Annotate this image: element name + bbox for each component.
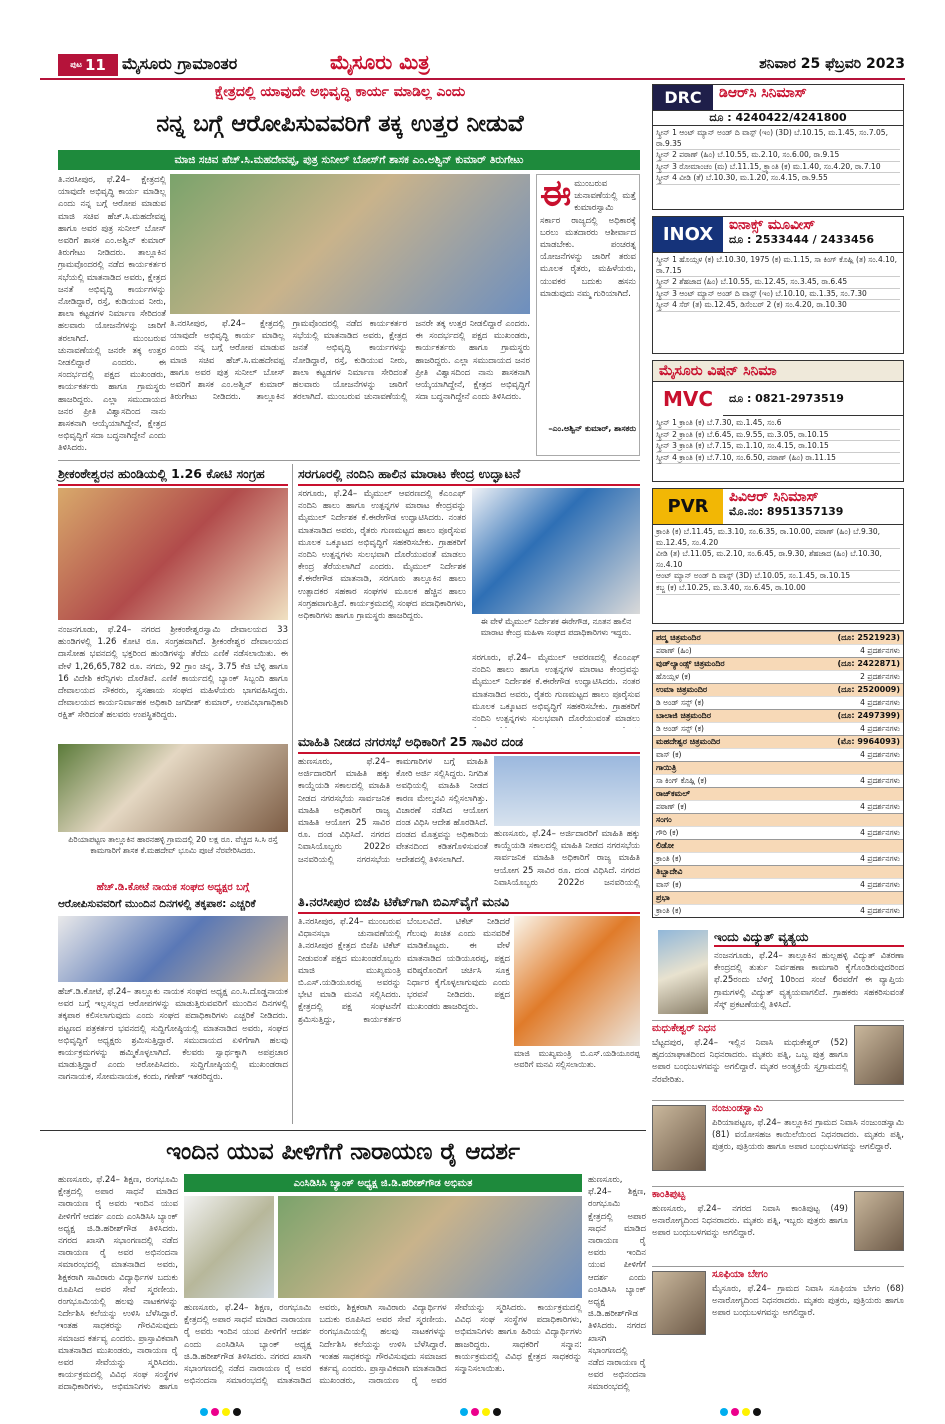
obituary-body: ಮೈಸೂರು, ಫೆ.24– ಗ್ರಾಮದ ನಿವಾಸಿ ಸೂಫಿಯಾ ಬೇಗಂ (68) ಅನಾರೋಗ್ಯದಿಂದ ನಿಧನರಾದರು. ಮೃತರು ಪುತ್ರರು, ಪುತ್ರಿಯರು ಹಾಗೂ ಅಪಾರ ಬಂಧುಬಳಗವನ್ನು ಅಗಲಿದ್ದಾರೆ.: [712, 1284, 904, 1319]
magenta-mark: [211, 1408, 219, 1416]
chitramandira-head: [653, 813, 903, 826]
theatre-phone: (ದೂ: 2422871): [837, 659, 900, 668]
show-count: 4 ಪ್ರದರ್ಶನಗಳು: [860, 750, 900, 759]
cinema-mvc: [652, 360, 904, 482]
film-title: ಡಿ ಅಂಡ್ ಸನ್ಸ್ (ಕ): [656, 724, 704, 733]
municipal-building-photo: [494, 756, 640, 826]
film-title: ಡಿ ಅಂಡ್ ಸನ್ಸ್ (ಕ): [656, 698, 704, 707]
newspaper-logo: ಮೈಸೂರು ಮಿತ್ರ: [330, 50, 430, 74]
film-title: ಪಠಾಣ್ (ಕ): [656, 802, 687, 811]
show-count: 4 ಪ್ರದರ್ಶನಗಳು: [860, 698, 900, 707]
chitramandira-table: [652, 630, 904, 918]
pvr-show-3: ಆಂಟ್ ಮ್ಯಾನ್ ಅಂಡ್ ದಿ ವಾಸ್ಪ್ (3D) ಬೆ.10.05, ಸಂ.1.45, ರಾ.10.15: [656, 571, 900, 583]
lead-headline: ನನ್ನ ಬಗ್ಗೆ ಆರೋಪಿಸುವವರಿಗೆ ತಕ್ಕ ಉತ್ತರ ನೀಡುವೆ: [156, 111, 524, 137]
show-count: 4 ಪ್ರದರ್ಶನಗಳು: [860, 854, 900, 863]
film-title: ಕ್ರಾಂತಿ (ಕ): [656, 906, 682, 915]
black-mark: [753, 1408, 761, 1416]
show-count: 4 ಪ್ರದರ್ಶನಗಳು: [860, 646, 900, 655]
chitramandira-head: [653, 709, 903, 722]
show-count: 4 ಪ್ರದರ್ಶನಗಳು: [860, 880, 900, 889]
cinema-drc: [652, 84, 904, 210]
show-count: 2 ಪ್ರದರ್ಶನಗಳು: [860, 672, 900, 681]
page-prefix: ಪುಟ: [70, 60, 82, 69]
rai-body: ಹುಣಸೂರು, ಫೆ.24– ಶಿಕ್ಷಣ, ರಂಗಭೂಮಿ ಕ್ಷೇತ್ರದಲ್ಲಿ ಅಪಾರ ಸಾಧನೆ ಮಾಡಿದ ನಾರಾಯಣ ರೈ ಅವರು ಇಂದಿನ ಯುವ ಪೀಳಿಗೆಗೆ ಆದರ್ಶ ಎಂದು ಎಂಸಿಡಿಸಿಸಿ ಬ್ಯಾಂಕ್ ಅಧ್ಯಕ್ಷ ಜಿ.ಡಿ.ಹರೀಶ್‌ಗೌಡ ತಿಳಿಸಿದರು. ನಗರದ ಖಾಸಗಿ ಸಭಾಂಗಣದಲ್ಲಿ ನಡೆದ ನಾರಾಯಣ ರೈ ಅವರ ಅಭಿನಂದನಾ ಸಮಾರಂಭದಲ್ಲಿ ಮಾತನಾಡಿದ ಅವರು, ಶಿಕ್ಷಕರಾಗಿ ಸಾವಿರಾರು ವಿದ್ಯಾರ್ಥಿಗಳ ಬದುಕು ರೂಪಿಸಿದ ಅವರ ಸೇವೆ ಸ್ಮರಣೀಯ. ರಂಗಭೂಮಿಯಲ್ಲಿ ಹಲವು ನಾಟಕಗಳನ್ನು ನಿರ್ದೇಶಿಸಿ ಕಲೆಯನ್ನು ಉಳಿಸಿ ಬೆಳೆಸಿದ್ದಾರೆ. ಇಂತಹ ಸಾಧಕರನ್ನು ಗೌರವಿಸುವುದು ಸಮಾಜದ ಕರ್ತವ್ಯ ಎಂದರು. ಪ್ರಾಸ್ತಾವಿಕವಾಗಿ ಮಾತನಾಡಿದ ಮುಖಂಡರು, ನಾರಾಯಣ ರೈ ಅವರ ಸೇವೆಯನ್ನು ಸ್ಮರಿಸಿದರು. ಕಾರ್ಯಕ್ರಮದಲ್ಲಿ ವಿವಿಧ ಸಂಘ ಸಂಸ್ಥೆಗಳ ಪದಾಧಿಕಾರಿಗಳು, ಅಭಿಮಾನಿಗಳು ಹಾಗೂ: [58, 1175, 178, 1392]
lead-sidebox-credit: –ಎಂ.ಅಶ್ವಿನ್ ಕುಮಾರ್, ಶಾಸಕರು: [548, 424, 636, 433]
rai-subhead: ಎಂಸಿಡಿಸಿಸಿ ಬ್ಯಾಂಕ್ ಅಧ್ಯಕ್ಷ ಜಿ.ಡಿ.ಹರೀಶ್‌ಗೌಡ ಅಭಿಮತ: [184, 1174, 582, 1192]
show-count: 4 ಪ್ರದರ್ಶನಗಳು: [860, 776, 900, 785]
cyan-mark: [460, 1408, 468, 1416]
film-title: ವಾಸ್ (ಕ): [656, 750, 682, 759]
road-photo: [58, 744, 288, 832]
cinema-inox: [652, 216, 904, 354]
inox-show-2: ಸ್ಕ್ರೀನ್ 2 ಶೆಹಜಾದ (ಹಿಂ) ಬೆ.10.55, ಮ.12.45, ಸಂ.3.45, ರಾ.6.45: [656, 277, 900, 289]
chitramandira-row: [653, 878, 903, 891]
theatre-name: ಗಾಯಿತ್ರಿ: [656, 763, 677, 772]
nandini-body: ಸರಗೂರು, ಫೆ.24– ಮೈಮುಲ್ ಆವರಣದಲ್ಲಿ ಕೆಎಂಎಫ್ ನಂದಿನಿ ಹಾಲು ಹಾಗೂ ಉತ್ಪನ್ನಗಳ ಮಾರಾಟ ಕೇಂದ್ರವನ್ನು ಮೈಮುಲ್ ನಿರ್ದೇಶಕ ಕೆ.ಈರೇಗೌಡ ಉದ್ಘಾಟಿಸಿದರು. ನಂತರ ಮಾತನಾಡಿದ ಅವರು, ರೈತರು ಗುಣಮಟ್ಟದ ಹಾಲು ಪೂರೈಸುವ ಮೂಲಕ ಒಕ್ಕೂಟದ ಅಭಿವೃದ್ಧಿಗೆ ಸಹಕರಿಸಬೇಕು. ಗ್ರಾಹಕರಿಗೆ ನಂದಿನಿ ಉತ್ಪನ್ನಗಳು ಸುಲಭವಾಗಿ ದೊರೆಯುವಂತೆ ಮಾಡಲು ಕೇಂದ್ರ ತೆರೆಯಲಾಗಿದೆ ಎಂದರು. ಮೈಮುಲ್ ನಿರ್ದೇಶಕ ಕೆ.ಈರೇಗೌಡ ಮಾತನಾಡಿ, ಸರಗೂರು ತಾಲ್ಲೂಕಿನ ಹಾಲು ಉತ್ಪಾದಕರ ಸಹಕಾರ ಸಂಘಗಳ ಮೂಲಕ ಹೆಚ್ಚಿನ ಹಾಲು ಸಂಗ್ರಹವಾಗುತ್ತಿದೆ. ಕಾರ್ಯಕ್ರಮದಲ್ಲಿ ಸಂಘದ ಪದಾಧಿಕಾರಿಗಳು, ಅಧಿಕಾರಿಗಳು ಹಾಗೂ ಗ್ರಾಮಸ್ಥರು ಹಾಜರಿದ್ದರು.: [298, 489, 466, 622]
obituary-photo: [652, 1105, 706, 1171]
theatre-name: ಸಂಗಂ: [656, 815, 672, 824]
pvr-logo: PVR: [653, 489, 723, 524]
inox-show-3: ಸ್ಕ್ರೀನ್ 3 ಆಂಟ್ ಮ್ಯಾನ್ ಅಂಡ್ ದಿ ವಾಸ್ಪ್ (ಇಂ) ಬೆ.10.10, ಮ.1.35, ಸಂ.7.30: [656, 289, 900, 301]
lead-sidebox: [536, 174, 640, 456]
obituary-item: [652, 1020, 904, 1100]
chitramandira-row: [653, 904, 903, 917]
chitramandira-head: [653, 683, 903, 696]
fine-body: ಹುಣಸೂರು, ಫೆ.24– ಅರ್ಜಿದಾರರಿಗೆ ಮಾಹಿತಿ ಹಕ್ಕು ಕಾಯ್ದೆಯಡಿ ಸಕಾಲದಲ್ಲಿ ಮಾಹಿತಿ ನೀಡದ ನಗರಸಭೆಯ ಸಾರ್ವಜನಿಕ ಮಾಹಿತಿ ಅಧಿಕಾರಿಗೆ ರಾಜ್ಯ ಮಾಹಿತಿ ಆಯೋಗ 25 ಸಾವಿರ ರೂ. ದಂಡ ವಿಧಿಸಿದೆ. ನಗರದ ನಿವಾಸಿಯೊಬ್ಬರು 2022ರ ಜನವರಿಯಲ್ಲಿ ನಗರಸಭೆಯ ಕಾಮಗಾರಿಗಳ ಬಗ್ಗೆ ಮಾಹಿತಿ ಕೋರಿ ಅರ್ಜಿ ಸಲ್ಲಿಸಿದ್ದರು. ನಿಗದಿತ ಅವಧಿಯಲ್ಲಿ ಮಾಹಿತಿ ನೀಡದ ಕಾರಣ ಮೇಲ್ಮನವಿ ಸಲ್ಲಿಸಲಾಗಿತ್ತು. ವಿಚಾರಣೆ ನಡೆಸಿದ ಆಯೋಗ ದಂಡ ವಿಧಿಸಿ ಆದೇಶ ಹೊರಡಿಸಿದೆ. ದಂಡದ ಮೊತ್ತವನ್ನು ಅಧಿಕಾರಿಯ ವೇತನದಿಂದ ಕಡಿತಗೊಳಿಸುವಂತೆ ಆದೇಶದಲ್ಲಿ ತಿಳಿಸಲಾಗಿದೆ.: [298, 757, 488, 865]
bjp-photo: [514, 916, 640, 1046]
theatre-name: ಪ್ರಭಾ: [656, 893, 670, 902]
film-title: ಸಾ ಕಿಂಗ್ ಕೊಹ್ಲಿ (ಕ): [656, 776, 707, 785]
pvr-name: ಪಿವಿಆರ್ ಸಿನಿಮಾಸ್: [729, 489, 819, 505]
yellow-mark: [222, 1408, 230, 1416]
rai-body-side: ಹುಣಸೂರು, ಫೆ.24– ಶಿಕ್ಷಣ, ರಂಗಭೂಮಿ ಕ್ಷೇತ್ರದಲ್ಲಿ ಅಪಾರ ಸಾಧನೆ ಮಾಡಿದ ನಾರಾಯಣ ರೈ ಅವರು ಇಂದಿನ ಯುವ ಪೀಳಿಗೆಗೆ ಆದರ್ಶ ಎಂದು ಎಂಸಿಡಿಸಿಸಿ ಬ್ಯಾಂಕ್ ಅಧ್ಯಕ್ಷ ಜಿ.ಡಿ.ಹರೀಶ್‌ಗೌಡ ತಿಳಿಸಿದರು. ನಗರದ ಖಾಸಗಿ ಸಭಾಂಗಣದಲ್ಲಿ ನಡೆದ ನಾರಾಯಣ ರೈ ಅವರ ಅಭಿನಂದನಾ ಸಮಾರಂಭದಲ್ಲಿ: [588, 1175, 646, 1392]
dropcap: ಈ: [540, 178, 572, 214]
lead-kicker: ಕ್ಷೇತ್ರದಲ್ಲಿ ಯಾವುದೇ ಅಭಿವೃದ್ಧಿ ಕಾರ್ಯ ಮಾಡಿಲ್ಲ ಎಂದು: [214, 84, 466, 100]
show-count: 4 ಪ್ರದರ್ಶನಗಳು: [860, 724, 900, 733]
power-headline: ಇಂದು ವಿದ್ಯುತ್ ವ್ಯತ್ಯಯ: [714, 930, 904, 947]
obituary-body: ಬೆಟ್ಟದಪುರ, ಫೆ.24– ಇಲ್ಲಿನ ನಿವಾಸಿ ಮಧುಕೇಶ್ವರ್ (52) ಹೃದಯಾಘಾತದಿಂದ ನಿಧನರಾದರು. ಮೃತರು ಪತ್ನಿ, ಒಬ್ಬ ಪುತ್ರ ಹಾಗೂ ಅಪಾರ ಬಂಧುಬಳಗವನ್ನು ಅಗಲಿದ್ದಾರೆ. ಮೃತರ ಅಂತ್ಯಕ್ರಿಯೆ ಸ್ವಗ್ರಾಮದಲ್ಲಿ ನೆರವೇರಿತು.: [652, 1038, 848, 1085]
divider: [40, 1130, 646, 1131]
chitramandira-row: [653, 774, 903, 787]
magenta-mark: [471, 1408, 479, 1416]
chitramandira-head: [653, 761, 903, 774]
theatre-phone: (ದೂ: 2520009): [837, 685, 900, 694]
film-title: ಪಠಾಣ್ (ಹಿಂ): [656, 646, 692, 655]
obituary-photo: [854, 1025, 904, 1085]
obituary-name: ಸೂಫಿಯಾ ಬೇಗಂ: [712, 1269, 768, 1280]
film-title: ಹೊಯ್ಸಳ (ಕ): [656, 672, 691, 681]
theatre-phone: (ದೂ: 2521923): [837, 633, 900, 642]
power-pole-photo: [658, 930, 708, 1014]
drc-name: ಡಿಆರ್‌ಸಿ ಸಿನಿಮಾಸ್: [719, 85, 807, 101]
drc-logo: DRC: [653, 85, 713, 110]
rai-body-continued: ಹುಣಸೂರು, ಫೆ.24– ಶಿಕ್ಷಣ, ರಂಗಭೂಮಿ ಕ್ಷೇತ್ರದಲ್ಲಿ ಅಪಾರ ಸಾಧನೆ ಮಾಡಿದ ನಾರಾಯಣ ರೈ ಅವರು ಇಂದಿನ ಯುವ ಪೀಳಿಗೆಗೆ ಆದರ್ಶ ಎಂದು ಎಂಸಿಡಿಸಿಸಿ ಬ್ಯಾಂಕ್ ಅಧ್ಯಕ್ಷ ಜಿ.ಡಿ.ಹರೀಶ್‌ಗೌಡ ತಿಳಿಸಿದರು. ನಗರದ ಖಾಸಗಿ ಸಭಾಂಗಣದಲ್ಲಿ ನಡೆದ ನಾರಾಯಣ ರೈ ಅವರ ಅಭಿನಂದನಾ ಸಮಾರಂಭದಲ್ಲಿ ಮಾತನಾಡಿದ ಅವರು, ಶಿಕ್ಷಕರಾಗಿ ಸಾವಿರಾರು ವಿದ್ಯಾರ್ಥಿಗಳ ಬದುಕು ರೂಪಿಸಿದ ಅವರ ಸೇವೆ ಸ್ಮರಣೀಯ. ರಂಗಭೂಮಿಯಲ್ಲಿ ಹಲವು ನಾಟಕಗಳನ್ನು ನಿರ್ದೇಶಿಸಿ ಕಲೆಯನ್ನು ಉಳಿಸಿ ಬೆಳೆಸಿದ್ದಾರೆ. ಇಂತಹ ಸಾಧಕರನ್ನು ಗೌರವಿಸುವುದು ಸಮಾಜದ ಕರ್ತವ್ಯ ಎಂದರು. ಪ್ರಾಸ್ತಾವಿಕವಾಗಿ ಮಾತನಾಡಿದ ಮುಖಂಡರು, ನಾರಾಯಣ ರೈ ಅವರ ಸೇವೆಯನ್ನು ಸ್ಮರಿಸಿದರು. ಕಾರ್ಯಕ್ರಮದಲ್ಲಿ ವಿವಿಧ ಸಂಘ ಸಂಸ್ಥೆಗಳ ಪದಾಧಿಕಾರಿಗಳು, ಅಭಿಮಾನಿಗಳು ಹಾಗೂ ಹಿರಿಯ ವಿದ್ಯಾರ್ಥಿಗಳು ಹಾಜರಿದ್ದರು. ಸಾಧಕರಿಗೆ ಸನ್ಮಾನ: ಕಾರ್ಯಕ್ರಮದಲ್ಲಿ ವಿವಿಧ ಕ್ಷೇತ್ರದ ಸಾಧಕರನ್ನು ಸನ್ಮಾನಿಸಲಾಯಿತು.: [184, 1303, 582, 1387]
mvc-show-1: ಸ್ಕ್ರೀನ್ 1 ಕ್ರಾಂತಿ (ಕ) ಬೆ.7.30, ಮ.1.45, ಸಂ.6: [656, 418, 900, 430]
chitramandira-row: [653, 826, 903, 839]
mvc-show-3: ಸ್ಕ್ರೀನ್ 3 ಕ್ರಾಂತಿ (ಕ) ಬೆ.7.15, ಮ.1.10, ಸಂ.4.15, ರಾ.10.15: [656, 441, 900, 453]
chitramandira-row: [653, 670, 903, 683]
obituary-item: [652, 1186, 904, 1266]
theatre-name: ಬಾಲಾಜಿ ಚಿತ್ರಮಂದಿರ: [656, 711, 711, 720]
hundi-photo: [58, 488, 288, 620]
theatre-phone: (ದೂ: 2497399): [837, 711, 900, 720]
inox-phone: ದೂ : 2533444 / 2433456: [729, 233, 875, 246]
inox-show-4: ಸ್ಕ್ರೀನ್ 4 ಸೆರ್ (ತ) ಮ.12.45, ಡಿಸೆಂಬರ್ 2 (ಕ) ಸಂ.4.20, ರಾ.10.30: [656, 300, 900, 312]
film-title: ವಾಸ್ (ಕ): [656, 880, 682, 889]
drc-show-1: ಸ್ಕ್ರೀನ್ 1 ಆಂಟ್ ಮ್ಯಾನ್ ಅಂಡ್ ದಿ ವಾಸ್ಪ್ (ಇಂ) (3D) ಬೆ.10.15, ಮ.1.45, ಸಂ.7.05, ರಾ.9.35: [656, 128, 900, 150]
pvr-show-2: ವೀಡಿ (ತ) ಬೆ.11.05, ಮ.2.10, ಸಂ.6.45, ರಾ.9.30, ಶೆಹಜಾದ (ಹಿಂ) ಬೆ.10.30, ಸಂ.4.10: [656, 549, 900, 571]
naayaka-body: ಹೆಚ್.ಡಿ.ಕೋಟೆ, ಫೆ.24– ತಾಲ್ಲೂಕು ನಾಯಕ ಸಂಘದ ಅಧ್ಯಕ್ಷ ಎಂ.ಸಿ.ದೊಡ್ಡನಾಯಕ ಅವರ ಬಗ್ಗೆ ಇಲ್ಲಸಲ್ಲದ ಆರೋಪಗಳನ್ನು ಮಾಡುತ್ತಿರುವವರಿಗೆ ಮುಂದಿನ ದಿನಗಳಲ್ಲಿ ತಕ್ಕಪಾಠ ಕಲಿಸಲಾಗುವುದು ಎಂದು ಸಂಘದ ಪದಾಧಿಕಾರಿಗಳು ಎಚ್ಚರಿಕೆ ನೀಡಿದರು. ಪಟ್ಟಣದ ಪತ್ರಕರ್ತರ ಭವನದಲ್ಲಿ ಸುದ್ದಿಗೋಷ್ಠಿಯಲ್ಲಿ ಮಾತನಾಡಿದ ಅವರು, ಸಂಘದ ಅಭಿವೃದ್ಧಿಗೆ ಅಧ್ಯಕ್ಷರು ಶ್ರಮಿಸುತ್ತಿದ್ದಾರೆ. ಸಮುದಾಯದ ಏಳಿಗೆಗಾಗಿ ಹಲವು ಕಾರ್ಯಕ್ರಮಗಳನ್ನು ಹಮ್ಮಿಕೊಳ್ಳಲಾಗಿದೆ. ಕೆಲವರು ಸ್ವಾರ್ಥಕ್ಕಾಗಿ ಅಪಪ್ರಚಾರ ಮಾಡುತ್ತಿದ್ದಾರೆ ಎಂದು ಆರೋಪಿಸಿದರು. ಸುದ್ದಿಗೋಷ್ಠಿಯಲ್ಲಿ ಮುಖಂಡರಾದ ನಾಗನಾಯಕ, ಸೋಮನಾಯಕ, ಕಂದು, ಗಣೇಶ್ ಇತರರಿದ್ದರು.: [58, 987, 288, 1083]
nandini-body-continued: ಸರಗೂರು, ಫೆ.24– ಮೈಮುಲ್ ಆವರಣದಲ್ಲಿ ಕೆಎಂಎಫ್ ನಂದಿನಿ ಹಾಲು ಹಾಗೂ ಉತ್ಪನ್ನಗಳ ಮಾರಾಟ ಕೇಂದ್ರವನ್ನು ಮೈಮುಲ್ ನಿರ್ದೇಶಕ ಕೆ.ಈರೇಗೌಡ ಉದ್ಘಾಟಿಸಿದರು. ನಂತರ ಮಾತನಾಡಿದ ಅವರು, ರೈತರು ಗುಣಮಟ್ಟದ ಹಾಲು ಪೂರೈಸುವ ಮೂಲಕ ಒಕ್ಕೂಟದ ಅಭಿವೃದ್ಧಿಗೆ ಸಹಕರಿಸಬೇಕು. ಗ್ರಾಹಕರಿಗೆ ನಂದಿನಿ ಉತ್ಪನ್ನಗಳು ಸುಲಭವಾಗಿ ದೊರೆಯುವಂತೆ ಮಾಡಲು: [472, 653, 640, 725]
mvc-logo: MVC: [653, 382, 723, 416]
show-count: 4 ಪ್ರದರ್ಶನಗಳು: [860, 802, 900, 811]
inox-show-1: ಸ್ಕ್ರೀನ್ 1 ಹೊಯ್ಸಳ (ಕ) ಬೆ.10.30, 1975 (ಕ) ಮ.1.15, ಸಾ ಕಿಂಗ್ ಕೊಹ್ಲಿ (ತ) ಸಂ.4.10, ರಾ.7.15: [656, 255, 900, 277]
obituary-item: [652, 1100, 904, 1186]
pvr-show-1: ಕ್ರಾಂತಿ (ಕ) ಬೆ.11.45, ಮ.3.10, ಸಂ.6.35, ರಾ.10.00, ಪಠಾಣ್ (ಹಿಂ) ಬೆ.9.30, ಮ.12.45, ಸಂ.4.20: [656, 527, 900, 549]
naayaka-photo: [58, 916, 288, 982]
chitramandira-head: [653, 657, 903, 670]
magenta-mark: [731, 1408, 739, 1416]
theatre-name: ತಿಬ್ಬಾದೇವಿ: [656, 867, 683, 876]
registration-marks: [460, 1408, 501, 1416]
obituary-name: ಕಾಂತಿಪುಟ್ಟ: [652, 1189, 686, 1200]
hundi-body: ನಂಜನಗೂಡು, ಫೆ.24– ನಗರದ ಶ್ರೀಕಂಠೇಶ್ವರಸ್ವಾಮಿ ದೇವಾಲಯದ 33 ಹುಂಡಿಗಳಲ್ಲಿ 1.26 ಕೋಟಿ ರೂ. ಸಂಗ್ರಹವಾಗಿದೆ. ಶ್ರೀಕಂಠೇಶ್ವರ ದೇವಾಲಯದ ದಾಸೋಹ ಭವನದಲ್ಲಿ ಭಕ್ತರಿಂದ ಹುಂಡಿಗಳನ್ನು ತೆರೆದು ಎಣಿಕೆ ನಡೆಸಲಾಯಿತು. ಈ ವೇಳೆ 1,26,65,782 ರೂ. ನಗದು, 92 ಗ್ರಾಂ ಚಿನ್ನ, 3.75 ಕೆಜಿ ಬೆಳ್ಳಿ ಹಾಗೂ 16 ವಿದೇಶಿ ಕರೆನ್ಸಿಗಳು ದೊರೆತಿವೆ. ಎಣಿಕೆ ಕಾರ್ಯದಲ್ಲಿ ಬ್ಯಾಂಕ್ ಸಿಬ್ಬಂದಿ ಹಾಗೂ ದೇವಾಲಯದ ನೌಕರರು, ಸ್ವಸಹಾಯ ಸಂಘದ ಮಹಿಳೆಯರು ಭಾಗವಹಿಸಿದ್ದರು. ದೇವಾಲಯದ ಕಾರ್ಯನಿರ್ವಾಹಕ ಅಧಿಕಾರಿ ಜಗದೀಶ್ ಕುಮಾರ್, ಉಪವಿಭಾಗಾಧಿಕಾರಿ ರಕ್ಷಿತ್ ಸೇರಿದಂತೆ ಹಲವರು ಉಪಸ್ಥಿತರಿದ್ದರು.: [58, 625, 288, 721]
fine-headline: ಮಾಹಿತಿ ನೀಡದ ನಗರಸಭೆ ಅಧಿಕಾರಿಗೆ 25 ಸಾವಿರ ದಂಡ: [298, 732, 640, 754]
obituary-list: [652, 1020, 904, 1344]
chitramandira-row: [653, 748, 903, 761]
power-body: ನಂಜನಗೂಡು, ಫೆ.24– ತಾಲ್ಲೂಕಿನ ಹುಲ್ಲಹಳ್ಳಿ ವಿದ್ಯುತ್ ವಿತರಣಾ ಕೇಂದ್ರದಲ್ಲಿ ತುರ್ತು ನಿರ್ವಹಣಾ ಕಾಮಗಾರಿ ಕೈಗೊಂಡಿರುವುದರಿಂದ ಫೆ.25ರಂದು ಬೆಳಿಗ್ಗೆ 10ರಿಂದ ಸಂಜೆ 6ರವರೆಗೆ ಈ ವ್ಯಾಪ್ತಿಯ ಗ್ರಾಮಗಳಲ್ಲಿ ವಿದ್ಯುತ್ ವ್ಯತ್ಯಯವಾಗಲಿದೆ. ಗ್ರಾಹಕರು ಸಹಕರಿಸುವಂತೆ ಸೆಸ್ಕ್ ಪ್ರಕಟಣೆಯಲ್ಲಿ ತಿಳಿಸಿದೆ.: [714, 951, 904, 1010]
issue-date: ಶನಿವಾರ 25 ಫೆಬ್ರವರಿ 2023: [759, 56, 905, 72]
masthead-rule: [40, 78, 905, 80]
mvc-show-2: ಸ್ಕ್ರೀನ್ 2 ಕ್ರಾಂತಿ (ಕ) ಬೆ.6.45, ಮ.9.55, ಮ.3.05, ರಾ.10.15: [656, 430, 900, 442]
chitramandira-head: [653, 839, 903, 852]
show-count: 4 ಪ್ರದರ್ಶನಗಳು: [860, 828, 900, 837]
naayaka-kicker: ಹೆಚ್.ಡಿ.ಕೋಟೆ ನಾಯಕ ಸಂಘದ ಅಧ್ಯಕ್ಷರ ಬಗ್ಗೆ: [96, 882, 250, 893]
nandini-headline: ಸರಗೂರಲ್ಲಿ ನಂದಿನಿ ಹಾಲಿನ ಮಾರಾಟ ಕೇಂದ್ರ ಉದ್ಘಾಟನೆ: [298, 464, 640, 486]
drc-phone: ದೂ : 4240422/4241800: [653, 111, 903, 126]
pvr-show-4: ಕಬ್ಜ (ಕ) ಬೆ.10.25, ಮ.3.40, ಸಂ.6.45, ರಾ.10.00: [656, 583, 900, 595]
rai-headline: ಇಂದಿನ ಯುವ ಪೀಳಿಗೆಗೆ ನಾರಾಯಣ ರೈ ಆದರ್ಶ: [166, 1139, 520, 1165]
lead-sidebox-text: [540, 178, 636, 424]
section-title: ಮೈಸೂರು ಗ್ರಾಮಾಂತರ: [122, 54, 238, 73]
chitramandira-row: [653, 696, 903, 709]
road-caption: ಪಿರಿಯಾಪಟ್ಟಣ ತಾಲ್ಲೂಕಿನ ಹಾರನಹಳ್ಳಿ ಗ್ರಾಮದಲ್ಲಿ 20 ಲಕ್ಷ ರೂ. ವೆಚ್ಚದ ಸಿ.ಸಿ ರಸ್ತೆ ಕಾಮಗಾರಿಗೆ ಶಾಸಕ ಕೆ.ಮಹದೇವ್ ಭೂಮಿ ಪೂಜೆ ನೆರವೇರಿಸಿದರು.: [68, 835, 278, 855]
chitramandira-row: [653, 852, 903, 865]
obituary-body: ಹುಣಸೂರು, ಫೆ.24– ನಗರದ ನಿವಾಸಿ ಕಾಂತಿಪುಟ್ಟ (49) ಅನಾರೋಗ್ಯದಿಂದ ನಿಧನರಾದರು. ಮೃತರು ಪತ್ನಿ, ಇಬ್ಬರು ಪುತ್ರರು ಹಾಗೂ ಅಪಾರ ಬಂಧುಬಳಗವನ್ನು ಅಗಲಿದ್ದಾರೆ.: [652, 1204, 848, 1239]
obituary-name: ನಂಜುಂಡಸ್ವಾಮಿ: [712, 1103, 763, 1114]
theatre-phone: (ಮೊ: 9964093): [837, 737, 900, 746]
obituary-body: ಪಿರಿಯಾಪಟ್ಟಣ, ಫೆ.24– ತಾಲ್ಲೂಕಿನ ಗ್ರಾಮದ ನಿವಾಸಿ ನಂಜುಂಡಸ್ವಾಮಿ (81) ವಯೋಸಹಜ ಕಾಯಿಲೆಯಿಂದ ನಿಧನರಾದರು. ಮೃತರು ಪತ್ನಿ, ಪುತ್ರರು, ಪುತ್ರಿಯರು ಹಾಗೂ ಅಪಾರ ಬಂಧುಬಳಗವನ್ನು ಅಗಲಿದ್ದಾರೆ.: [712, 1118, 904, 1153]
page-number: 11: [84, 56, 106, 74]
bjp-body: ತಿ.ನರಸೀಪುರ, ಫೆ.24– ಮುಂಬರುವ ವಿಧಾನಸಭಾ ಚುನಾವಣೆಯಲ್ಲಿ ತಿ.ನರಸೀಪುರ ಕ್ಷೇತ್ರದ ಬಿಜೆಪಿ ಟಿಕೆಟ್ ನೀಡುವಂತೆ ಪಕ್ಷದ ಮುಖಂಡರೊಬ್ಬರು ಮಾಜಿ ಮುಖ್ಯಮಂತ್ರಿ ಬಿ.ಎಸ್.ಯಡಿಯೂರಪ್ಪ ಅವರನ್ನು ಭೇಟಿ ಮಾಡಿ ಮನವಿ ಸಲ್ಲಿಸಿದರು. ಕ್ಷೇತ್ರದಲ್ಲಿ ಪಕ್ಷ ಸಂಘಟನೆಗೆ ಶ್ರಮಿಸುತ್ತಿದ್ದು, ಕಾರ್ಯಕರ್ತರ ಬೆಂಬಲವಿದೆ. ಟಿಕೆಟ್ ನೀಡಿದರೆ ಗೆಲುವು ಖಚಿತ ಎಂದು ಮನವರಿಕೆ ಮಾಡಿಕೊಟ್ಟರು. ಈ ವೇಳೆ ಮಾತನಾಡಿದ ಯಡಿಯೂರಪ್ಪ, ಪಕ್ಷದ ವರಿಷ್ಠರೊಂದಿಗೆ ಚರ್ಚಿಸಿ ಸೂಕ್ತ ನಿರ್ಧಾರ ಕೈಗೊಳ್ಳಲಾಗುವುದು ಎಂದು ಭರವಸೆ ನೀಡಿದರು. ಪಕ್ಷದ ಮುಖಂಡರು ಹಾಜರಿದ್ದರು.: [298, 917, 510, 1025]
mvc-show-4: ಸ್ಕ್ರೀನ್ 4 ಕ್ರಾಂತಿ (ಕ) ಬೆ.7.10, ಸಂ.6.50, ಪಠಾಣ್ (ಹಿಂ) ರಾ.11.15: [656, 453, 900, 465]
chitramandira-row: [653, 800, 903, 813]
rai-photo-main: [278, 1196, 582, 1298]
pvr-phone: ಮೊ.ನಂ: 8951357139: [729, 505, 844, 518]
yellow-mark: [482, 1408, 490, 1416]
chitramandira-head: [653, 865, 903, 878]
chitramandira-head: [653, 735, 903, 748]
black-mark: [493, 1408, 501, 1416]
chitramandira-row: [653, 644, 903, 657]
mvc-phone: ದೂ : 0821-2973519: [729, 391, 844, 405]
lead-body: ತಿ.ನರಸೀಪುರ, ಫೆ.24– ಕ್ಷೇತ್ರದಲ್ಲಿ ಯಾವುದೇ ಅಭಿವೃದ್ಧಿ ಕಾರ್ಯ ಮಾಡಿಲ್ಲ ಎಂದು ನನ್ನ ಬಗ್ಗೆ ಆರೋಪ ಮಾಡುವ ಮಾಜಿ ಸಚಿವ ಹೆಚ್.ಸಿ.ಮಹದೇವಪ್ಪ ಹಾಗೂ ಅವರ ಪುತ್ರ ಸುನೀಲ್ ಬೋಸ್ ಅವರಿಗೆ ಶಾಸಕ ಎಂ.ಅಶ್ವಿನ್ ಕುಮಾರ್ ತಿರುಗೇಟು ನೀಡಿದರು. ತಾಲ್ಲೂಕಿನ ಗ್ರಾಮವೊಂದರಲ್ಲಿ ನಡೆದ ಕಾರ್ಯಕರ್ತರ ಸಭೆಯಲ್ಲಿ ಮಾತನಾಡಿದ ಅವರು, ಕ್ಷೇತ್ರದ ಜನತೆ ಅಭಿವೃದ್ಧಿ ಕಾರ್ಯಗಳನ್ನು ನೋಡಿದ್ದಾರೆ, ರಸ್ತೆ, ಕುಡಿಯುವ ನೀರು, ಶಾಲಾ ಕಟ್ಟಡಗಳ ನಿರ್ಮಾಣ ಸೇರಿದಂತೆ ಹಲವಾರು ಯೋಜನೆಗಳನ್ನು ಜಾರಿಗೆ ತರಲಾಗಿದೆ. ಮುಂಬರುವ ಚುನಾವಣೆಯಲ್ಲಿ ಜನರೇ ತಕ್ಕ ಉತ್ತರ ನೀಡಲಿದ್ದಾರೆ ಎಂದರು. ಈ ಸಂದರ್ಭದಲ್ಲಿ ಪಕ್ಷದ ಮುಖಂಡರು, ಕಾರ್ಯಕರ್ತರು ಹಾಗೂ ಗ್ರಾಮಸ್ಥರು ಹಾಜರಿದ್ದರು. ಎಲ್ಲಾ ಸಮುದಾಯದ ಜನರ ಪ್ರೀತಿ ವಿಶ್ವಾಸದಿಂದ ನಾನು ಶಾಸಕನಾಗಿ ಆಯ್ಕೆಯಾಗಿದ್ದೇನೆ, ಕ್ಷೇತ್ರದ ಅಭಿವೃದ್ಧಿಗೆ ಸದಾ ಬದ್ಧನಾಗಿದ್ದೇನೆ ಎಂದು ತಿಳಿಸಿದರು.: [58, 175, 166, 454]
theatre-name: ವುಡ್‌ಲ್ಯಾಂಡ್ಸ್ ಚಿತ್ರಮಂದಿರ: [656, 659, 725, 668]
naayaka-headline: ಆರೋಪಿಸುವವರಿಗೆ ಮುಂದಿನ ದಿನಗಳಲ್ಲಿ ತಕ್ಕಪಾಠ: ಎಚ್ಚರಿಕೆ: [58, 898, 256, 910]
registration-marks: [720, 1408, 761, 1416]
drc-show-4: ಸ್ಕ್ರೀನ್ 4 ವೀಡಿ (ತೆ) ಬೆ.10.30, ಮ.1.20, ಸಂ.4.15, ರಾ.9.55: [656, 173, 900, 185]
bjp-headline: ತಿ.ನರಸೀಪುರ ಬಿಜೆಪಿ ಟಿಕೆಟ್‌ಗಾಗಿ ಬಿಎಸ್‌ವೈಗೆ ಮನವಿ: [298, 892, 640, 914]
black-mark: [233, 1408, 241, 1416]
theatre-name: ಉಮಾ ಚಿತ್ರಮಂದಿರ: [656, 685, 708, 694]
lead-subhead: ಮಾಜಿ ಸಚಿವ ಹೆಚ್.ಸಿ.ಮಹದೇವಪ್ಪ, ಪುತ್ರ ಸುನೀಲ್ ಬೋಸ್‌ಗೆ ಶಾಸಕ ಎಂ.ಅಶ್ವಿನ್ ಕುಮಾರ್ ತಿರುಗೇಟು: [58, 150, 640, 170]
theatre-name: ರಾಜ್‌ಕಮಲ್: [656, 789, 691, 798]
chitramandira-head: [653, 631, 903, 644]
show-count: 4 ಪ್ರದರ್ಶನಗಳು: [860, 906, 900, 915]
theatre-name: ಮಹದೇಶ್ವರ ಚಿತ್ರಮಂದಿರ: [656, 737, 721, 746]
chitramandira-row: [653, 722, 903, 735]
chitramandira-head: [653, 891, 903, 904]
inox-logo: INOX: [653, 217, 723, 252]
theatre-name: ಪದ್ಮ ಚಿತ್ರಮಂದಿರ: [656, 633, 701, 642]
mvc-name: ಮೈಸೂರು ವಿಷನ್ ಸಿನಿಮಾ: [653, 361, 903, 382]
drc-show-3: ಸ್ಕ್ರೀನ್ 3 ರೋಮಾಂಚಂ (ಮ) ಬೆ.11.15, ಕ್ರ್ಯಾಂತಿ (ಕ) ಮ.1.40, ಸಂ.4.20, ರಾ.7.10: [656, 162, 900, 174]
rai-photo-left: [184, 1196, 274, 1298]
obituary-name: ಮಧುಕೇಶ್ವರ್ ನಿಧನ: [652, 1023, 716, 1034]
nandini-caption: ಈ ವೇಳೆ ಮೈಮುಲ್ ನಿರ್ದೇಶಕ ಈರೇಗೌಡ, ನೂತನ ಹಾಲಿನ ಮಾರಾಟ ಕೇಂದ್ರ ಮಹಿಳಾ ಸಂಘದ ಪದಾಧಿಕಾರಿಗಳು ಇದ್ದರು.: [480, 617, 632, 637]
film-title: ಗೌರಿ (ಕ): [656, 828, 679, 837]
obituary-photo: [652, 1271, 706, 1335]
cyan-mark: [200, 1408, 208, 1416]
cinema-pvr: [652, 488, 904, 624]
column-rule: [292, 464, 293, 1124]
divider: [58, 460, 640, 461]
bjp-caption: ಮಾಜಿ ಮುಖ್ಯಮಂತ್ರಿ ಬಿ.ಎಸ್.ಯಡಿಯೂರಪ್ಪ ಅವರಿಗೆ ಮನವಿ ಸಲ್ಲಿಸಲಾಯಿತು.: [514, 1049, 640, 1069]
registration-marks: [200, 1408, 241, 1416]
film-title: ಕ್ರಾಂತಿ (ಕ): [656, 854, 682, 863]
lead-photo: [170, 174, 530, 314]
hundi-headline: ಶ್ರೀಕಂಠೇಶ್ವರನ ಹುಂಡಿಯಲ್ಲಿ 1.26 ಕೋಟಿ ಸಂಗ್ರಹ: [58, 464, 288, 486]
drc-show-2: ಸ್ಕ್ರೀನ್ 2 ಪಠಾಣ್ (ಹಿಂ) ಬೆ.10.55, ಮ.2.10, ಸಂ.6.00, ರಾ.9.15: [656, 150, 900, 162]
page-number-badge: [58, 54, 118, 76]
chitramandira-head: [653, 787, 903, 800]
inox-name: ಐನಾಕ್ಸ್ ಮೂವೀಸ್: [729, 217, 816, 233]
lead-sidebox-body: ಮುಂಬರುವ ಚುನಾವಣೆಯಲ್ಲಿ ಮತ್ತೆ ಕುಮಾರಸ್ವಾಮಿ ಸರ್ಕಾರ ರಾಜ್ಯದಲ್ಲಿ ಅಧಿಕಾರಕ್ಕೆ ಬರಲು ಮತದಾರರು ಆಶೀರ್ವಾದ ಮಾಡಬೇಕು. ಪಂಚರತ್ನ ಯೋಜನೆಗಳನ್ನು ಜಾರಿಗೆ ತರುವ ಮೂಲಕ ರೈತರು, ಮಹಿಳೆಯರು, ಯುವಕರ ಬದುಕು ಹಸನು ಮಾಡುವುದು ನಮ್ಮ ಗುರಿಯಾಗಿದೆ.: [540, 179, 636, 299]
nandini-photo: [472, 488, 640, 614]
obituary-photo: [854, 1191, 904, 1251]
lead-body-continued: ತಿ.ನರಸೀಪುರ, ಫೆ.24– ಕ್ಷೇತ್ರದಲ್ಲಿ ಯಾವುದೇ ಅಭಿವೃದ್ಧಿ ಕಾರ್ಯ ಮಾಡಿಲ್ಲ ಎಂದು ನನ್ನ ಬಗ್ಗೆ ಆರೋಪ ಮಾಡುವ ಮಾಜಿ ಸಚಿವ ಹೆಚ್.ಸಿ.ಮಹದೇವಪ್ಪ ಹಾಗೂ ಅವರ ಪುತ್ರ ಸುನೀಲ್ ಬೋಸ್ ಅವರಿಗೆ ಶಾಸಕ ಎಂ.ಅಶ್ವಿನ್ ಕುಮಾರ್ ತಿರುಗೇಟು ನೀಡಿದರು. ತಾಲ್ಲೂಕಿನ ಗ್ರಾಮವೊಂದರಲ್ಲಿ ನಡೆದ ಕಾರ್ಯಕರ್ತರ ಸಭೆಯಲ್ಲಿ ಮಾತನಾಡಿದ ಅವರು, ಕ್ಷೇತ್ರದ ಜನತೆ ಅಭಿವೃದ್ಧಿ ಕಾರ್ಯಗಳನ್ನು ನೋಡಿದ್ದಾರೆ, ರಸ್ತೆ, ಕುಡಿಯುವ ನೀರು, ಶಾಲಾ ಕಟ್ಟಡಗಳ ನಿರ್ಮಾಣ ಸೇರಿದಂತೆ ಹಲವಾರು ಯೋಜನೆಗಳನ್ನು ಜಾರಿಗೆ ತರಲಾಗಿದೆ. ಮುಂಬರುವ ಚುನಾವಣೆಯಲ್ಲಿ ಜನರೇ ತಕ್ಕ ಉತ್ತರ ನೀಡಲಿದ್ದಾರೆ ಎಂದರು. ಈ ಸಂದರ್ಭದಲ್ಲಿ ಪಕ್ಷದ ಮುಖಂಡರು, ಕಾರ್ಯಕರ್ತರು ಹಾಗೂ ಗ್ರಾಮಸ್ಥರು ಹಾಜರಿದ್ದರು. ಎಲ್ಲಾ ಸಮುದಾಯದ ಜನರ ಪ್ರೀತಿ ವಿಶ್ವಾಸದಿಂದ ನಾನು ಶಾಸಕನಾಗಿ ಆಯ್ಕೆಯಾಗಿದ್ದೇನೆ, ಕ್ಷೇತ್ರದ ಅಭಿವೃದ್ಧಿಗೆ ಸದಾ ಬದ್ಧನಾಗಿದ್ದೇನೆ ಎಂದು ತಿಳಿಸಿದರು.: [170, 319, 530, 403]
cyan-mark: [720, 1408, 728, 1416]
fine-body-continued: ಹುಣಸೂರು, ಫೆ.24– ಅರ್ಜಿದಾರರಿಗೆ ಮಾಹಿತಿ ಹಕ್ಕು ಕಾಯ್ದೆಯಡಿ ಸಕಾಲದಲ್ಲಿ ಮಾಹಿತಿ ನೀಡದ ನಗರಸಭೆಯ ಸಾರ್ವಜನಿಕ ಮಾಹಿತಿ ಅಧಿಕಾರಿಗೆ ರಾಜ್ಯ ಮಾಹಿತಿ ಆಯೋಗ 25 ಸಾವಿರ ರೂ. ದಂಡ ವಿಧಿಸಿದೆ. ನಗರದ ನಿವಾಸಿಯೊಬ್ಬರು 2022ರ ಜನವರಿಯಲ್ಲಿ: [494, 829, 640, 888]
theatre-name: ಲಿಡೋ: [656, 841, 674, 850]
yellow-mark: [742, 1408, 750, 1416]
obituary-item: [652, 1266, 904, 1344]
